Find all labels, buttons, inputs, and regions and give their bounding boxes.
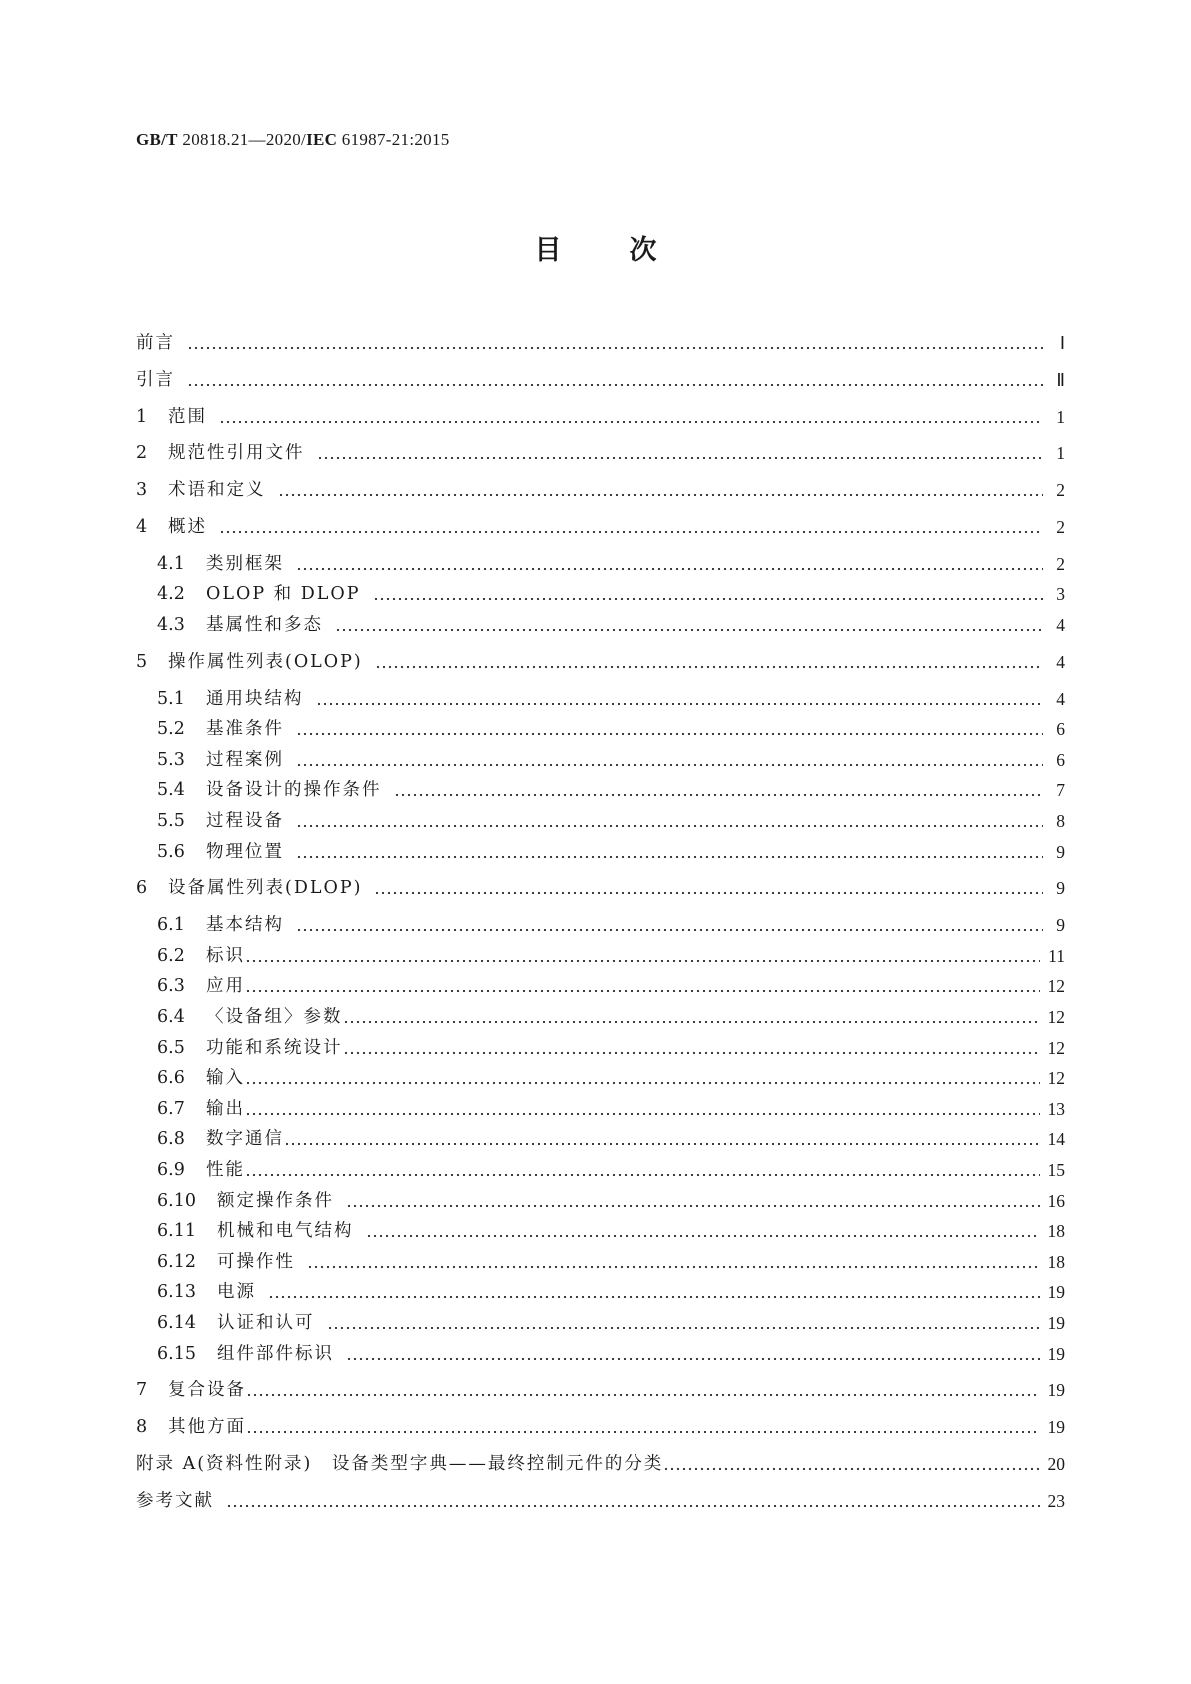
toc-entry[interactable] (157, 778, 1065, 802)
toc-entry-title: 可操作性 (217, 1252, 295, 1272)
toc-entry-title: 基本结构 (206, 915, 284, 935)
toc-entry-number: 6.13 (157, 1282, 196, 1302)
toc-entry-title: 电源 (217, 1282, 256, 1302)
dot-leader (219, 405, 1043, 429)
dot-leader (316, 687, 1044, 711)
toc-entry[interactable] (157, 1219, 1065, 1243)
toc-entry[interactable] (157, 840, 1065, 864)
dot-leader (335, 613, 1043, 637)
toc-entry-page: 2 (1056, 517, 1065, 537)
toc-entry-page: 3 (1056, 584, 1065, 604)
dot-leader (187, 331, 1043, 355)
dot-leader (366, 1219, 1040, 1243)
toc-entry-title: 基准条件 (206, 719, 284, 739)
toc-entry-number: 5.3 (157, 750, 185, 770)
toc-entry-page: 4 (1056, 689, 1065, 709)
toc-entry-page: 12 (1047, 1038, 1065, 1058)
toc-entry-number: 4.2 (157, 584, 185, 604)
toc-entry[interactable] (157, 613, 1065, 637)
toc-entry-number: 8 (136, 1417, 148, 1437)
dot-leader (246, 1378, 1040, 1402)
toc-entry[interactable] (157, 1036, 1065, 1060)
dot-leader (219, 515, 1043, 539)
dot-leader (296, 840, 1043, 864)
toc-entry-page: 4 (1056, 652, 1065, 672)
toc-entry-title: 输出 (206, 1099, 245, 1119)
dot-leader (226, 1489, 1040, 1513)
toc-entry-page: 11 (1048, 946, 1065, 966)
toc-entry-title: 引言 (136, 370, 175, 390)
toc-entry-number: 6.2 (157, 946, 185, 966)
toc-entry-title: 其他方面 (168, 1417, 246, 1437)
dot-leader (246, 1415, 1040, 1439)
toc-entry-title: OLOP 和 DLOP (206, 584, 361, 604)
toc-entry-number: 6.15 (157, 1344, 196, 1364)
toc-entry-number: 4 (136, 517, 148, 537)
toc-entry-page: 23 (1047, 1491, 1065, 1511)
toc-entry-number: 6.5 (157, 1038, 185, 1058)
dot-leader (343, 1005, 1040, 1029)
toc-entry-page: 6 (1056, 719, 1065, 739)
toc-entry-title: 设备属性列表(DLOP) (168, 878, 363, 898)
toc-entry-title: 额定操作条件 (217, 1191, 334, 1211)
toc-entry[interactable] (136, 331, 1065, 355)
toc-entry-number: 5 (136, 652, 148, 672)
toc-entry-number: 6.7 (157, 1099, 185, 1119)
dot-leader (374, 876, 1043, 900)
toc-entry[interactable] (157, 582, 1065, 606)
toc-entry-title: 复合设备 (168, 1380, 246, 1400)
toc-entry-page: 1 (1056, 407, 1065, 427)
toc-entry-title: 类别框架 (206, 554, 284, 574)
toc-entry-number: 6.1 (157, 915, 185, 935)
toc-entry-page: 2 (1056, 480, 1065, 500)
dot-leader (296, 552, 1043, 576)
dot-leader (245, 1097, 1040, 1121)
toc-entry[interactable] (157, 1342, 1065, 1366)
toc-entry-page: 12 (1047, 1068, 1065, 1088)
toc-entry-number: 6.4 (157, 1007, 185, 1027)
dot-leader (296, 717, 1043, 741)
toc-entry-title: 认证和认可 (217, 1313, 315, 1333)
toc-entry-title: 组件部件标识 (217, 1344, 334, 1364)
dot-leader (268, 1280, 1040, 1304)
toc-entry[interactable] (136, 405, 1065, 429)
toc-entry-number: 6.14 (157, 1313, 196, 1333)
toc-entry[interactable] (157, 1005, 1065, 1029)
toc-entry[interactable] (157, 1158, 1065, 1182)
toc-entry-title: 机械和电气结构 (217, 1221, 354, 1241)
toc-entry[interactable] (136, 478, 1065, 502)
toc-entry[interactable] (136, 515, 1065, 539)
toc-entry-number: 5.5 (157, 811, 185, 831)
toc-entry-page: 9 (1056, 842, 1065, 862)
iec-number: 61987-21:2015 (341, 130, 450, 149)
toc-entry[interactable] (157, 1280, 1065, 1304)
dot-leader (284, 1127, 1040, 1151)
toc-entry[interactable] (157, 974, 1065, 998)
toc-entry-title: 输入 (206, 1068, 245, 1088)
toc-entry-number: 6.10 (157, 1191, 196, 1211)
toc-entry[interactable] (157, 809, 1065, 833)
toc-entry-title: 设备设计的操作条件 (206, 780, 382, 800)
toc-entry-number: 4.3 (157, 615, 185, 635)
toc-entry[interactable] (136, 441, 1065, 465)
toc-entry-title: 规范性引用文件 (168, 443, 305, 463)
toc-entry-page: 6 (1056, 750, 1065, 770)
dot-leader (663, 1452, 1039, 1476)
toc-entry[interactable] (136, 368, 1065, 392)
toc-entry-number: 3 (136, 480, 148, 500)
toc-entry-page: 12 (1047, 976, 1065, 996)
dot-leader (278, 478, 1044, 502)
toc-entry-page: Ⅰ (1059, 333, 1065, 353)
toc-entry-number: 1 (136, 407, 148, 427)
dot-leader (245, 1066, 1040, 1090)
toc-entry-page: 19 (1047, 1313, 1065, 1333)
dot-leader (346, 1342, 1040, 1366)
toc-entry-title: 应用 (206, 976, 245, 996)
toc-entry[interactable] (136, 1452, 1065, 1476)
toc-entry-page: 2 (1056, 554, 1065, 574)
toc-entry-title: 过程案例 (206, 750, 284, 770)
toc-entry-number: 5.2 (157, 719, 185, 739)
toc-entry[interactable] (157, 1250, 1065, 1274)
dot-leader (307, 1250, 1040, 1274)
toc-entry[interactable] (136, 876, 1065, 900)
dot-leader (296, 913, 1043, 937)
title-char: 次 (629, 235, 657, 266)
toc-entry-page: 19 (1047, 1380, 1065, 1400)
toc-entry-page: 19 (1047, 1417, 1065, 1437)
toc-entry-title: 基属性和多态 (206, 615, 323, 635)
toc-entry[interactable] (136, 1415, 1065, 1439)
toc-entry-title: 范围 (168, 407, 207, 427)
dot-leader (296, 809, 1043, 833)
toc-entry-page: 14 (1047, 1129, 1065, 1149)
toc-entry-title: 〈设备组〉参数 (206, 1007, 343, 1027)
toc-entry-number: 6.6 (157, 1068, 185, 1088)
toc-entry-page: 4 (1056, 615, 1065, 635)
toc-entry-number: 2 (136, 443, 148, 463)
toc-entry-page: 9 (1056, 915, 1065, 935)
dot-leader (245, 1158, 1040, 1182)
toc-entry-number: 5.6 (157, 842, 185, 862)
toc-entry[interactable] (157, 913, 1065, 937)
toc-entry-number: 6.12 (157, 1252, 196, 1272)
toc-entry-page: 19 (1047, 1282, 1065, 1302)
toc-entry-title: 性能 (206, 1160, 245, 1180)
toc-entry-title: 参考文献 (136, 1491, 214, 1511)
dot-leader (346, 1189, 1040, 1213)
toc-entry-title: 标识 (206, 946, 245, 966)
std-code: GB/T (136, 130, 178, 149)
toc-entry-number: 4.1 (157, 554, 185, 574)
toc-entry-number: 6.9 (157, 1160, 185, 1180)
toc-entry-title: 前言 (136, 333, 175, 353)
toc-entry[interactable] (157, 1189, 1065, 1213)
toc-entry-page: 9 (1056, 878, 1065, 898)
iec-code: IEC (306, 130, 338, 149)
toc-entry-title: 附录 A(资料性附录) 设备类型字典——最终控制元件的分类 (136, 1454, 664, 1474)
toc-entry-title: 功能和系统设计 (206, 1038, 343, 1058)
toc-entry-page: Ⅱ (1056, 370, 1065, 390)
toc-entry-page: 18 (1047, 1252, 1065, 1272)
dot-leader (296, 748, 1043, 772)
toc-entry[interactable] (136, 1378, 1065, 1402)
dot-leader (245, 944, 1040, 968)
page-title (0, 228, 1191, 267)
toc-entry-page: 20 (1047, 1454, 1065, 1474)
toc-entry-number: 5.4 (157, 780, 185, 800)
toc-entry-title: 术语和定义 (168, 480, 266, 500)
toc-entry[interactable] (157, 1097, 1065, 1121)
toc-entry-page: 18 (1047, 1221, 1065, 1241)
toc-entry-number: 5.1 (157, 689, 185, 709)
toc-entry-page: 12 (1047, 1007, 1065, 1027)
toc-entry-title: 通用块结构 (206, 689, 304, 709)
std-number: 20818.21—2020/ (182, 130, 307, 149)
dot-leader (343, 1036, 1040, 1060)
dot-leader (375, 650, 1043, 674)
toc-entry-page: 7 (1056, 780, 1065, 800)
dot-leader (327, 1311, 1040, 1335)
toc-entry-page: 13 (1047, 1099, 1065, 1119)
dot-leader (394, 778, 1044, 802)
toc-entry-title: 过程设备 (206, 811, 284, 831)
toc-entry-title: 概述 (168, 517, 207, 537)
toc-entry[interactable] (157, 717, 1065, 741)
dot-leader (187, 368, 1043, 392)
toc-entry-number: 6.11 (157, 1221, 196, 1241)
document-header (136, 130, 450, 150)
toc-entry[interactable] (157, 1066, 1065, 1090)
toc-entry[interactable] (157, 552, 1065, 576)
dot-leader (317, 441, 1044, 465)
toc-entry[interactable] (157, 1127, 1065, 1151)
title-char: 目 (534, 235, 562, 266)
toc-entry-title: 操作属性列表(OLOP) (168, 652, 363, 672)
toc-entry-number: 6.3 (157, 976, 185, 996)
toc-entry-page: 15 (1047, 1160, 1065, 1180)
toc-entry-page: 19 (1047, 1344, 1065, 1364)
toc-entry[interactable] (157, 1311, 1065, 1335)
toc-entry[interactable] (136, 1489, 1065, 1513)
toc-entry-title: 物理位置 (206, 842, 284, 862)
toc-entry[interactable] (136, 650, 1065, 674)
toc-entry-number: 6.8 (157, 1129, 185, 1149)
toc-entry[interactable] (157, 748, 1065, 772)
toc-entry-page: 16 (1047, 1191, 1065, 1211)
dot-leader (373, 582, 1044, 606)
toc-entry-number: 6 (136, 878, 148, 898)
toc-entry-number: 7 (136, 1380, 148, 1400)
dot-leader (245, 974, 1040, 998)
toc-entry-title: 数字通信 (206, 1129, 284, 1149)
toc-entry[interactable] (157, 944, 1065, 968)
toc-entry[interactable] (157, 687, 1065, 711)
toc-entry-page: 8 (1056, 811, 1065, 831)
toc-entry-page: 1 (1056, 443, 1065, 463)
